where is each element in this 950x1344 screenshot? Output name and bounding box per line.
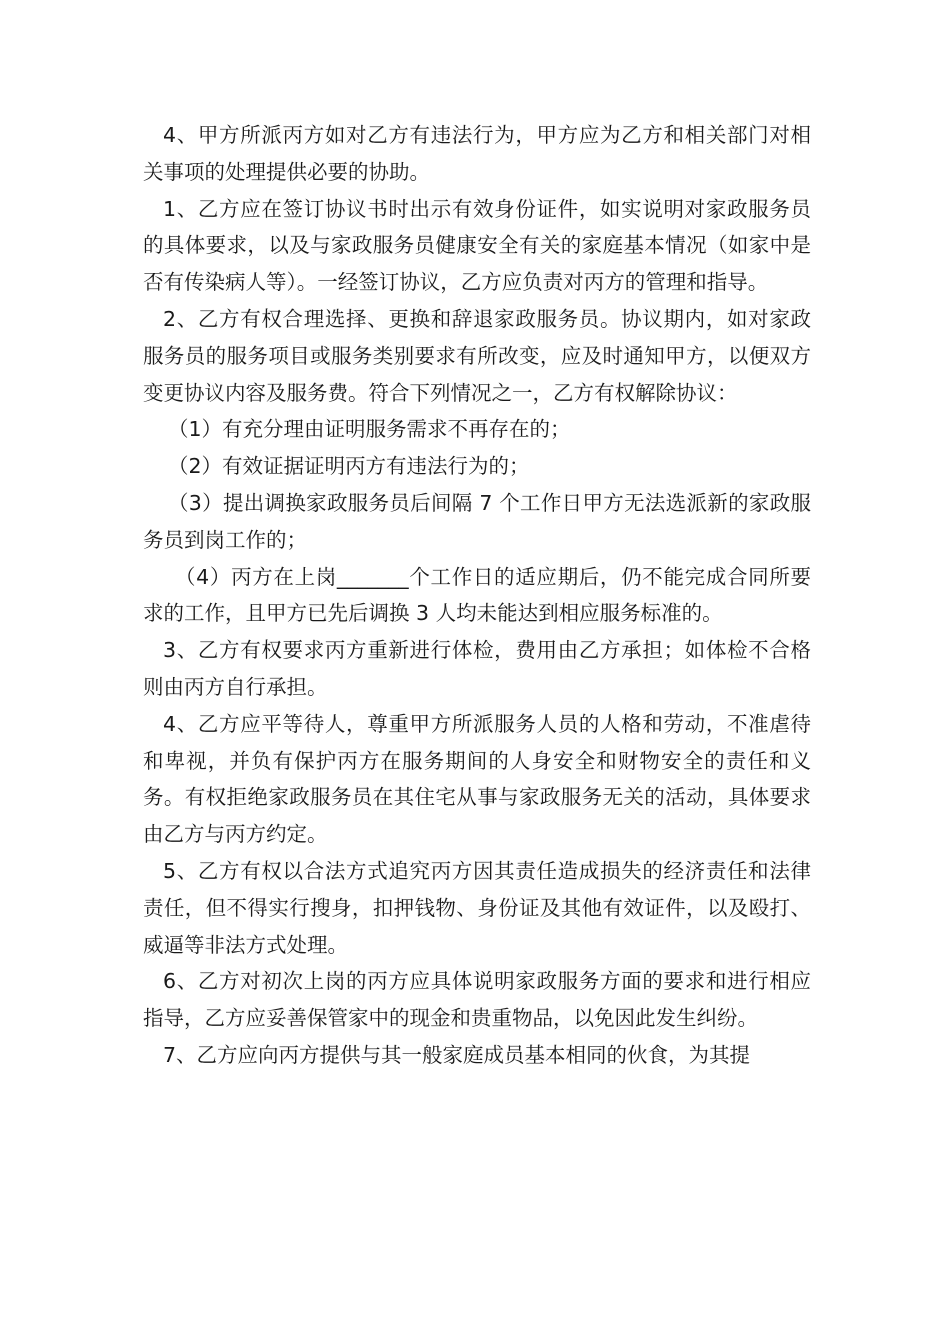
list-item-condition-4: （4）丙方在上岗_______个工作日的适应期后，仍不能完成合同所要求的工作，且甲方已先后调换 3 人均未能达到相应服务标准的。 [143,564,811,626]
document-body [143,117,811,1074]
paragraph-clause-5: 5、乙方有权以合法方式追究丙方因其责任造成损失的经济责任和法律责任，但不得实行搜身，扣押钱物、身份证及其他有效证件，以及殴打、威逼等非法方式处理。 [143,858,811,957]
paragraph-clause-4: 4、乙方应平等待人，尊重甲方所派服务人员的人格和劳动，不准虐待和卑视，并负有保护丙方在服务期间的人身安全和财物安全的责任和义务。有权拒绝家政服务员在其住宅从事与家政服务无关的活动，具体要求由乙方与丙方约定。 [143,711,811,847]
list-item-condition-3: （3）提出调换家政服务员后间隔 7 个工作日甲方无法选派新的家政服务员到岗工作的； [143,490,811,552]
paragraph-clause-6: 6、乙方对初次上岗的丙方应具体说明家政服务方面的要求和进行相应指导，乙方应妥善保管家中的现金和贵重物品，以免因此发生纠纷。 [143,969,811,1031]
paragraph-party-a-assist: 4、甲方所派丙方如对乙方有违法行为，甲方应为乙方和相关部门对相关事项的处理提供必要的协助。 [143,123,811,184]
paragraph-clause-3: 3、乙方有权要求丙方重新进行体检，费用由乙方承担；如体检不合格则由丙方自行承担。 [143,638,811,699]
paragraph-clause-7: 7、乙方应向丙方提供与其一般家庭成员基本相同的伙食，为其提 [163,1042,751,1067]
list-item-condition-1: （1）有充分理由证明服务需求不再存在的； [168,417,571,442]
list-item-condition-2: （2）有效证据证明丙方有违法行为的； [168,454,530,479]
paragraph-clause-2: 2、乙方有权合理选择、更换和辞退家政服务员。协议期内，如对家政服务员的服务项目或服务类别要求有所改变，应及时通知甲方，以便双方变更协议内容及服务费。符合下列情况之一，乙方有权解除协议： [143,306,811,405]
paragraph-clause-1: 1、乙方应在签订协议书时出示有效身份证件，如实说明对家政服务员的具体要求，以及与家政服务员健康安全有关的家庭基本情况（如家中是否有传染病人等）。一经签订协议，乙方应负责对丙方的管理和指导。 [143,196,811,295]
